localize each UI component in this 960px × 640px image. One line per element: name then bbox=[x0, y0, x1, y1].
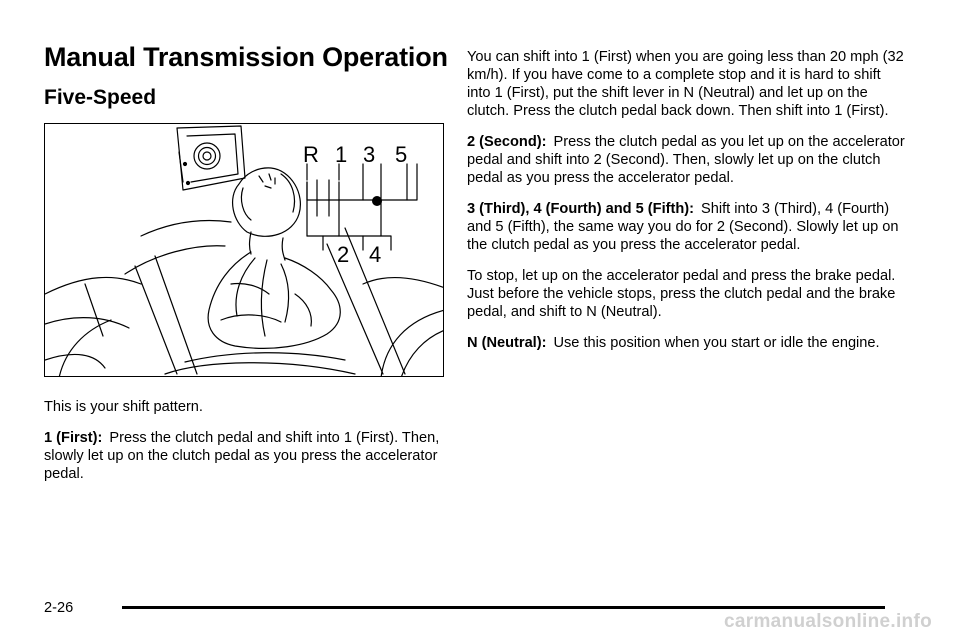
gear-label-1: 1 bbox=[335, 142, 348, 167]
page-number: 2-26 bbox=[44, 600, 74, 616]
neutral-label: N (Neutral): bbox=[467, 335, 547, 351]
shift-pattern-caption: This is your shift pattern. bbox=[44, 399, 203, 415]
second-gear-label: 2 (Second): bbox=[467, 134, 547, 150]
neutral-text: Use this position when you start or idle the engine. bbox=[553, 335, 880, 351]
first-gear-paragraph bbox=[44, 429, 444, 483]
page-title: Manual Transmission Operation bbox=[44, 42, 448, 72]
stopping-paragraph: To stop, let up on the accelerator pedal and press the brake pedal. Just before the vehicle stops, press the clutch pedal and the brake pedal, and shift to N (Neutral). bbox=[467, 268, 896, 320]
first-gear-label: 1 (First): bbox=[44, 430, 103, 446]
shift-pattern-figure bbox=[44, 123, 444, 377]
first-gear-more-paragraph: You can shift into 1 (First) when you are going less than 20 mph (32 km/h). If you have come to a complete stop and it is hard to shift into 1 (First), put the shift lever in N (Neutral) and let up on the clutch. Press the clutch pedal back down. Then shift into 1 (First). bbox=[467, 49, 904, 119]
gear-label-3: 3 bbox=[363, 142, 376, 167]
second-gear-paragraph bbox=[467, 133, 907, 187]
section-subtitle: Five-Speed bbox=[44, 86, 157, 109]
first-gear-text: Press the clutch pedal and shift into 1 (First). Then, slowly let up on the clutch pedal as you press the accelerator pedal. bbox=[44, 430, 440, 482]
left-column bbox=[44, 398, 444, 496]
third-fifth-gear-paragraph bbox=[467, 200, 907, 254]
right-column bbox=[467, 48, 907, 365]
second-gear-text: Press the clutch pedal as you let up on the accelerator pedal and shift into 2 (Second). Then, slowly let up on the clutch pedal as you press the accelerator pedal. bbox=[467, 134, 905, 186]
third-fifth-gear-text: Shift into 3 (Third), 4 (Fourth) and 5 (Fifth), the same way you do for 2 (Second). Slowly let up on the clutch pedal as you press the accelerator pedal. bbox=[467, 201, 899, 253]
neutral-paragraph bbox=[467, 334, 907, 352]
shift-lever-illustration bbox=[45, 124, 444, 377]
gear-label-r: R bbox=[303, 142, 319, 167]
footer-rule bbox=[122, 606, 885, 609]
watermark: carmanualsonline.info bbox=[724, 611, 932, 632]
third-fifth-gear-label: 3 (Third), 4 (Fourth) and 5 (Fifth): bbox=[467, 201, 694, 217]
gear-label-4: 4 bbox=[369, 242, 382, 267]
gear-label-2: 2 bbox=[337, 242, 350, 267]
gear-label-5: 5 bbox=[395, 142, 408, 167]
